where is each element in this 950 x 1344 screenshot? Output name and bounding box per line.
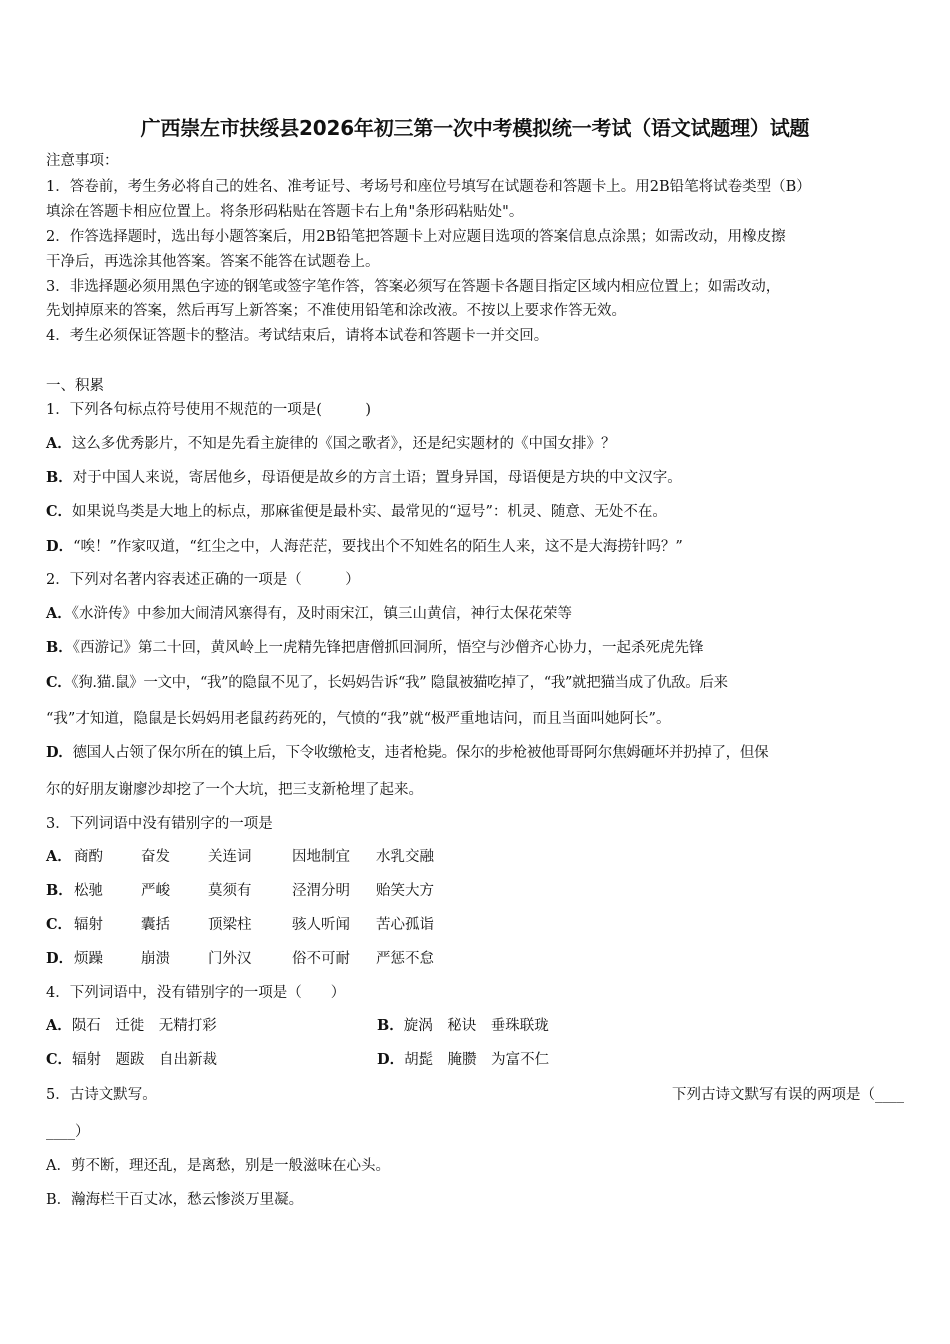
- q4-option-a: [46, 1016, 217, 1036]
- q4-option-b: [377, 1016, 549, 1036]
- option-label: D．: [377, 1051, 405, 1068]
- q1-option-a: [46, 434, 616, 454]
- option-text: 对于中国人来说，寄居他乡，母语便是故乡的方言土语；置身异国，母语便是方块的中文汉字。: [72, 470, 682, 486]
- word: 关连词: [208, 849, 252, 865]
- word: 松驰: [74, 883, 103, 899]
- q3-row-c: [46, 915, 434, 935]
- word: 商酌: [74, 849, 103, 865]
- word: 泾渭分明: [292, 883, 350, 899]
- option-text: 如果说鸟类是大地上的标点，那麻雀便是最朴实、最常见的“逗号”：机灵、随意、无处不在。: [72, 504, 667, 520]
- q2-option-b: [46, 638, 704, 658]
- word: 门外汉: [208, 951, 252, 967]
- option-label: C．: [46, 916, 73, 933]
- word: 严惩不怠: [376, 951, 434, 967]
- question-stem: 3．下列词语中没有错别字的一项是: [46, 816, 273, 832]
- notice-line: 4．考生必须保证答题卡的整洁。考试结束后，请将本试卷和答题卡一并交回。: [46, 328, 549, 344]
- option-text: “唉！”作家叹道，“红尘之中，人海茫茫，要找出个不知姓名的陌生人来，这不是大海捞针吗？”: [73, 539, 683, 555]
- option-label: D．: [46, 538, 74, 555]
- q3-row-a: [46, 847, 434, 867]
- notice-line: 干净后，再选涂其他答案。答案不能答在试题卷上。: [46, 254, 380, 270]
- notice-line: 2．作答选择题时，选出每小题答案后，用2B铅笔把答题卡上对应题目选项的答案信息点涂黑；如需改动，用橡皮擦: [46, 229, 786, 245]
- word: 烦躁: [74, 951, 103, 967]
- q4-option-c: [46, 1050, 217, 1070]
- word: 囊括: [141, 917, 170, 933]
- q2-option-c-cont: “我”才知道，隐鼠是长妈妈用老鼠药药死的，气愤的“我”就“极严重地诘问，而且当面叫她阿长”。: [46, 711, 671, 727]
- option-text: 胡髭 腌臜 为富不仁: [404, 1052, 550, 1068]
- q5-option-b: B．瀚海栏干百丈冰，愁云惨淡万里凝。: [46, 1192, 304, 1208]
- q1-option-b: [46, 468, 682, 488]
- option-label: A．: [46, 435, 72, 452]
- option-label: A．: [46, 1017, 72, 1034]
- q1-option-c: [46, 502, 667, 522]
- word: 奋发: [141, 849, 170, 865]
- option-label: B．: [377, 1017, 404, 1034]
- word: 贻笑大方: [376, 883, 434, 899]
- word: 水乳交融: [376, 849, 434, 865]
- q4-option-d: [377, 1050, 549, 1070]
- page-title: 广西崇左市扶绥县2026年初三第一次中考模拟统一考试（语文试题理）试题: [140, 116, 810, 140]
- notice-line: 填涂在答题卡相应位置上。将条形码粘贴在答题卡右上角"条形码粘贴处"。: [46, 204, 524, 220]
- option-label: B．: [46, 639, 73, 656]
- option-label: B．: [46, 882, 73, 899]
- section-heading: 一、积累: [46, 378, 104, 394]
- option-label: C．: [46, 1051, 73, 1068]
- option-label: C．: [46, 503, 73, 520]
- word: 辐射: [74, 917, 103, 933]
- q2-option-a: [46, 604, 572, 624]
- option-label: C．: [46, 674, 72, 691]
- notice-line: 先划掉原来的答案，然后再写上新答案；不准使用铅笔和涂改液。不按以上要求作答无效。: [46, 303, 626, 319]
- q5-prompt-end: ____）: [46, 1124, 90, 1140]
- option-text: 辐射 题跋 自出新裁: [72, 1052, 218, 1068]
- option-text: 这么多优秀影片，不知是先看主旋律的《国之歌者》，还是纪实题材的《中国女排》？: [71, 436, 616, 452]
- q2-option-d-cont: 尔的好朋友谢廖沙却挖了一个大坑，把三支新枪埋了起来。: [46, 782, 423, 798]
- question-stem: 1．下列各句标点符号使用不规范的一项是( ): [46, 402, 372, 418]
- q2-option-c: [46, 673, 728, 693]
- q1-option-d: [46, 537, 683, 557]
- word: 骇人听闻: [292, 917, 350, 933]
- option-label: A．: [46, 848, 72, 865]
- q5-prompt: 下列古诗文默写有误的两项是（____: [672, 1087, 904, 1103]
- option-text: 德国人占领了保尔所在的镇上后，下令收缴枪支，违者枪毙。保尔的步枪被他哥哥阿尔焦姆砸坏并扔掉了，但保: [72, 745, 769, 761]
- option-text: 旋涡 秘诀 垂珠联珑: [403, 1018, 549, 1034]
- option-label: D．: [46, 950, 74, 967]
- word: 顶梁柱: [208, 917, 252, 933]
- word: 俗不可耐: [292, 951, 350, 967]
- option-label: B．: [46, 469, 73, 486]
- word: 苦心孤诣: [376, 917, 434, 933]
- notice-heading: 注意事项：: [46, 153, 119, 169]
- q5-option-a: A．剪不断，理还乱，是离愁，别是一般滋味在心头。: [46, 1158, 390, 1174]
- option-text: 陨石 迁徙 无精打彩: [71, 1018, 217, 1034]
- option-label: A．: [46, 605, 72, 622]
- word: 崩溃: [141, 951, 170, 967]
- notice-line: 1．答卷前，考生务必将自己的姓名、准考证号、考场号和座位号填写在试题卷和答题卡上。用2B铅笔将试卷类型（B）: [46, 179, 811, 195]
- q3-row-b: [46, 881, 434, 901]
- word: 严峻: [141, 883, 170, 899]
- word: 莫须有: [208, 883, 252, 899]
- question-stem: 2．下列对名著内容表述正确的一项是（ ）: [46, 572, 360, 588]
- notice-line: 3．非选择题必须用黑色字迹的钢笔或签字笔作答，答案必须写在答题卡各题目指定区域内相应位置上；如需改动，: [46, 279, 781, 295]
- question-stem: 5．古诗文默写。: [46, 1087, 157, 1103]
- option-text: 《狗.猫.鼠》一文中，“我”的隐鼠不见了，长妈妈告诉“我” 隐鼠被猫吃掉了，“我”就把猫当成了仇敌。后来: [71, 675, 728, 691]
- word: 因地制宜: [292, 849, 350, 865]
- q2-option-d: [46, 743, 768, 763]
- option-text: 《西游记》第二十回，黄风岭上一虎精先锋把唐僧抓回洞所，悟空与沙僧齐心协力，一起杀死虎先锋: [72, 640, 704, 656]
- q3-row-d: [46, 949, 434, 969]
- question-stem: 4．下列词语中，没有错别字的一项是（ ）: [46, 985, 346, 1001]
- option-label: D．: [46, 744, 73, 761]
- option-text: 《水浒传》中参加大闹清风寨得有，及时雨宋江，镇三山黄信，神行太保花荣等: [71, 606, 573, 622]
